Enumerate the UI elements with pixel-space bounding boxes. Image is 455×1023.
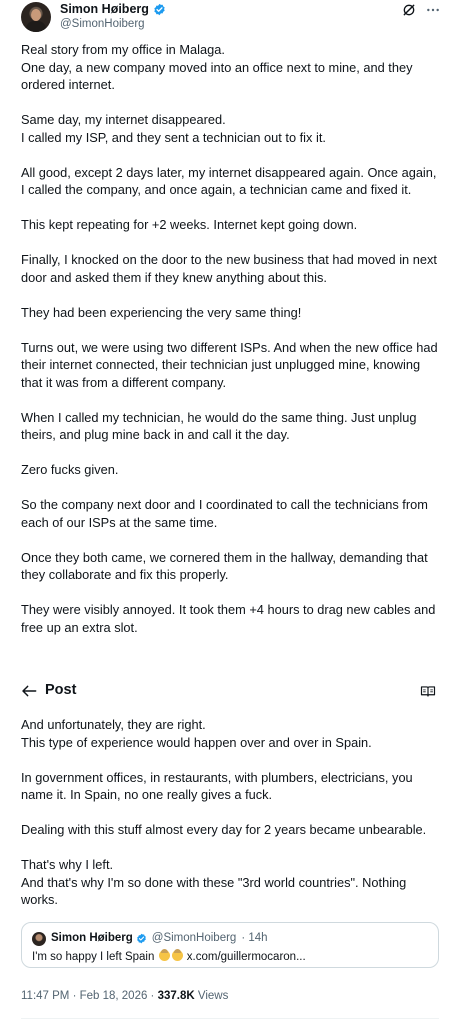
back-arrow-icon[interactable] xyxy=(21,684,37,698)
author-name[interactable]: Simon Høiberg xyxy=(60,2,149,16)
tweet-paragraph: When I called my technician, he would do the same thing. Just unplug theirs, and plug mine back in and call it the day. xyxy=(21,409,417,442)
author-name-row xyxy=(60,2,166,16)
post-header-bar xyxy=(0,676,455,706)
tweet-paragraph: So the company next door and I coordinated to call the technicians from each of our ISPs at the same time. xyxy=(21,497,428,530)
tweet-paragraph: This kept repeating for +2 weeks. Internet kept going down. xyxy=(21,217,358,232)
reader-mode-icon[interactable] xyxy=(420,685,436,698)
author-handle[interactable]: @SimonHoiberg xyxy=(60,18,145,30)
tweet-paragraph: Once they both came, we cornered them in the hallway, demanding that they collaborate and fix this properly. xyxy=(21,549,428,582)
tweet-paragraph: They had been experiencing the very same thing! xyxy=(21,304,302,320)
quoted-post[interactable] xyxy=(21,922,439,968)
tweet-paragraph: In government offices, in restaurants, with plumbers, electricians, you name it. In Spain, no one really gives a fuck. xyxy=(21,769,413,802)
tweet-body xyxy=(21,41,439,654)
verified-badge-icon xyxy=(136,933,147,944)
quoted-link[interactable]: x.com/guillermocaron... xyxy=(186,951,306,963)
tweet-paragraph: That's why I left. And that's why I'm so done with these "3rd world countries". Nothing works. xyxy=(21,857,407,907)
tweet-paragraph: Dealing with this stuff almost every day for 2 years became unbearable. xyxy=(21,822,427,837)
person-shrugging-emoji-icon xyxy=(159,950,170,961)
tweet-paragraph: Same day, my internet disappeared. I called my ISP, and they sent a technician out to fix it. xyxy=(21,112,326,145)
tweet-paragraph: All good, except 2 days later, my internet disappeared again. Once again, I called the company, and once again, a technician came and fixed it. xyxy=(21,164,437,197)
verified-badge-icon xyxy=(153,3,166,16)
grok-icon[interactable] xyxy=(401,2,417,18)
tweet-paragraph: And unfortunately, they are right. This type of experience would happen over and over in Spain. xyxy=(21,717,372,750)
quoted-post-header xyxy=(51,932,268,944)
views-count: 337.8K xyxy=(157,990,195,1002)
avatar[interactable] xyxy=(21,2,51,32)
more-options-icon[interactable] xyxy=(425,2,441,18)
quoted-author-handle: @SimonHoiberg xyxy=(151,932,237,944)
views-label: Views xyxy=(197,990,229,1002)
quoted-avatar xyxy=(32,932,46,946)
tweet-paragraph: Turns out, we were using two different ISPs. And when the new office had their internet connected, their technician just unplugged mine, knowing that it was from a different company. xyxy=(21,339,438,390)
page-title: Post xyxy=(45,682,77,698)
tweet-paragraph: They were visibly annoyed. It took them +4 hours to drag new cables and free up an extra slot. xyxy=(21,602,436,635)
quoted-text: I'm so happy I left Spain xyxy=(32,951,155,963)
tweet-paragraph: Finally, I knocked on the door to the new business that had moved in next door and asked them if they knew anything about this. xyxy=(21,252,437,285)
quoted-post-text xyxy=(32,950,306,963)
post-meta xyxy=(21,990,228,1002)
post-timestamp[interactable]: 11:47 PM · Feb 18, 2026 · xyxy=(21,990,158,1002)
quoted-post-age: · 14h xyxy=(241,932,268,944)
divider xyxy=(21,1018,439,1019)
quoted-author-name: Simon Høiberg xyxy=(51,932,133,944)
post-actions-top xyxy=(401,2,441,18)
tweet-body-continued xyxy=(21,716,439,926)
tweet-paragraph: Zero fucks given. xyxy=(21,462,119,477)
post-author xyxy=(21,2,441,36)
tweet-paragraph: Real story from my office in Malaga. One day, a new company moved into an office next to mine, and they ordered internet. xyxy=(21,42,413,92)
person-shrugging-emoji-icon xyxy=(172,950,183,961)
